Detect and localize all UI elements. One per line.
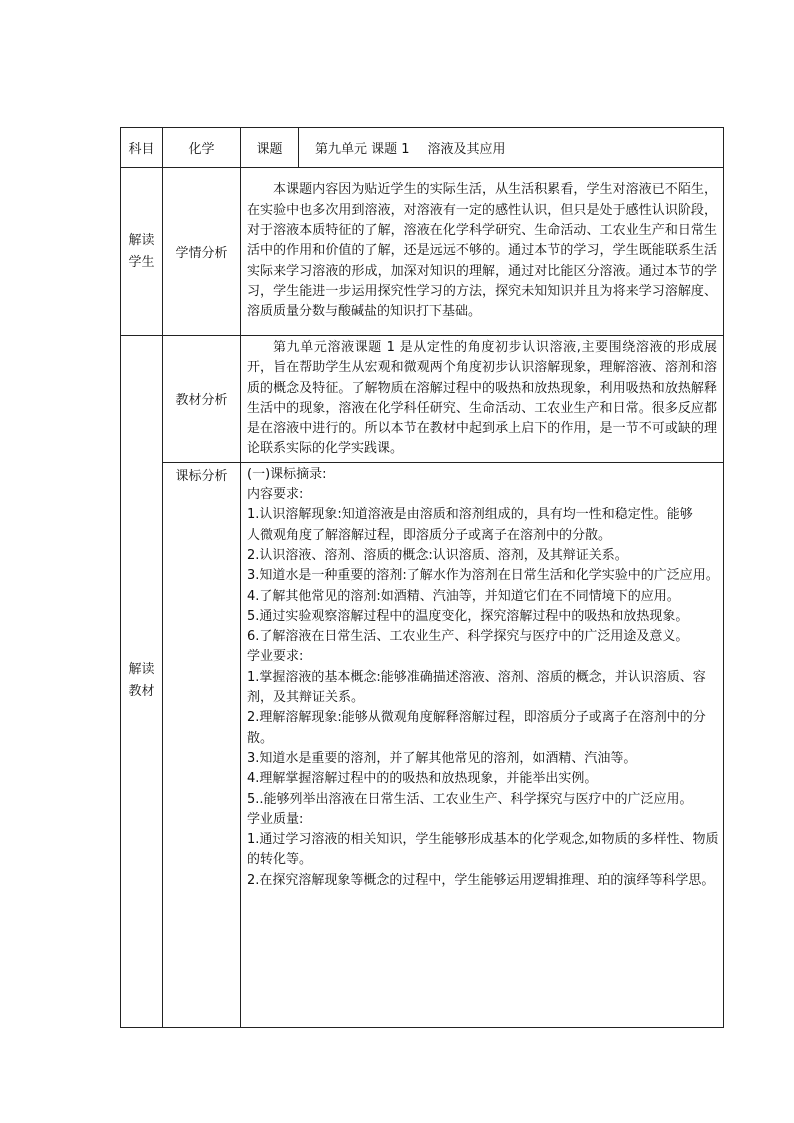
standard-line: 4.了解其他常见的溶剂:如酒精、汽油等，并知道它们在不同情境下的应用。 bbox=[247, 588, 680, 604]
standard-line: 2.理解溶解现象:能够从微观角度解释溶解过程，即溶质分子或离子在溶剂中的分散。 bbox=[247, 710, 706, 746]
textbook-analysis-row bbox=[121, 336, 724, 463]
standard-line: 2.在探究溶解现象等概念的过程中，学生能够运用逻辑推理、珀的演绎等科学思。 bbox=[247, 872, 715, 888]
standard-line: 3.知道水是一种重要的溶剂:了解水作为溶剂在日常生活和化学实验中的广泛应用。 bbox=[247, 568, 719, 584]
standard-line: 3.知道水是重要的溶剂，并了解其他常见的溶剂，如酒精、汽油等。 bbox=[247, 750, 637, 766]
section-label-student: 解读 学生 bbox=[121, 168, 163, 336]
topic-unit: 第九单元 课题 1 bbox=[315, 142, 410, 157]
standard-line: 6.了解溶液在日常生活、工农业生产、科学探究与医疗中的广泛用途及意义。 bbox=[247, 629, 689, 645]
topic-label: 课题 bbox=[241, 128, 299, 168]
standard-line: 1.通过学习溶液的相关知识，学生能够形成基本的化学观念,如物质的多样性、物质的转化等。 bbox=[247, 832, 719, 868]
standard-analysis-row bbox=[121, 462, 724, 1027]
standard-line: 1.认识溶解现象:知道溶液是由溶质和溶剂组成的，具有均一性和稳定性。能够 bbox=[247, 507, 693, 523]
standard-line: 5..能够列举出溶液在日常生活、工农业生产、科学探究与医疗中的广泛应用。 bbox=[247, 791, 693, 807]
topic-name: 溶液及其应用 bbox=[427, 142, 506, 157]
standard-line: 2.认识溶液、溶剂、溶质的概念:认识溶质、溶剂，及其辩证关系。 bbox=[247, 547, 628, 563]
standard-line: 5.通过实验观察溶解过程中的温度变化，探究溶解过程中的吸热和放热现象。 bbox=[247, 608, 689, 624]
standard-line: 4.理解掌握溶解过程中的的吸热和放热现象，并能举出实例。 bbox=[247, 771, 598, 787]
textbook-analysis-label: 教材分析 bbox=[163, 336, 241, 463]
student-analysis-label: 学情分析 bbox=[163, 168, 241, 336]
standard-line: 1.掌握溶液的基本概念:能够准确描述溶液、溶剂、溶质的概念，并认识溶质、容剂，及其辩证关系。 bbox=[247, 669, 706, 706]
lesson-plan-table bbox=[120, 127, 724, 1028]
student-analysis-row bbox=[121, 168, 724, 336]
subject-label: 科目 bbox=[121, 128, 163, 168]
header-row bbox=[121, 128, 724, 168]
standard-analysis-label: 课标分析 bbox=[163, 462, 241, 1027]
standard-line: 内容要求: bbox=[247, 487, 304, 503]
textbook-analysis-text: 第九单元溶液课题 1 是从定性的角度初步认识溶液,主要围绕溶液的形成展开，旨在帮助学生从宏观和微观两个角度初步认识溶解现象，理解溶液、溶剂和溶质的概念及特征。了解物质在溶解过程中的吸热和放热现象，利用吸热和放热解释生活中的现象，溶液在化学科任研究、生命活动、工农业生产和日常。很多反应都是在溶液中进行的。所以本节在教材中起到承上启下的作用，是一节不可或缺的理论联系实际的化学实践课。 bbox=[241, 336, 724, 463]
section-label-textbook: 解读 教材 bbox=[121, 336, 163, 1028]
topic-title bbox=[299, 128, 724, 168]
standard-analysis-content bbox=[241, 462, 724, 1027]
standard-line: 人微观角度了解溶解过程，即溶质分子或离子在溶剂中的分散。 bbox=[247, 527, 612, 543]
standard-line: (一)课标摘录: bbox=[247, 466, 327, 482]
standard-line: 学业要求: bbox=[247, 649, 304, 665]
standard-line: 学业质量: bbox=[247, 811, 304, 827]
subject-value: 化学 bbox=[163, 128, 241, 168]
student-analysis-text: 本课题内容因为贴近学生的实际生活，从生活积累看，学生对溶液已不陌生，在实验中也多次用到溶液，对溶液有一定的感性认识，但只是处于感性认识阶段，对于溶液本质特征的了解，溶液在化学科学研究、生命活动、工农业生产和日常生活中的作用和价值的了解，还是远远不够的。通过本节的学习，学生既能联系生活实际来学习溶液的形成，加深对知识的理解，通过对比能区分溶液。通过本节的学习，学生能进一步运用探究性学习的方法，探究未知知识并且为将来学习溶解度、溶质质量分数与酸碱盐的知识打下基础。 bbox=[241, 168, 724, 336]
